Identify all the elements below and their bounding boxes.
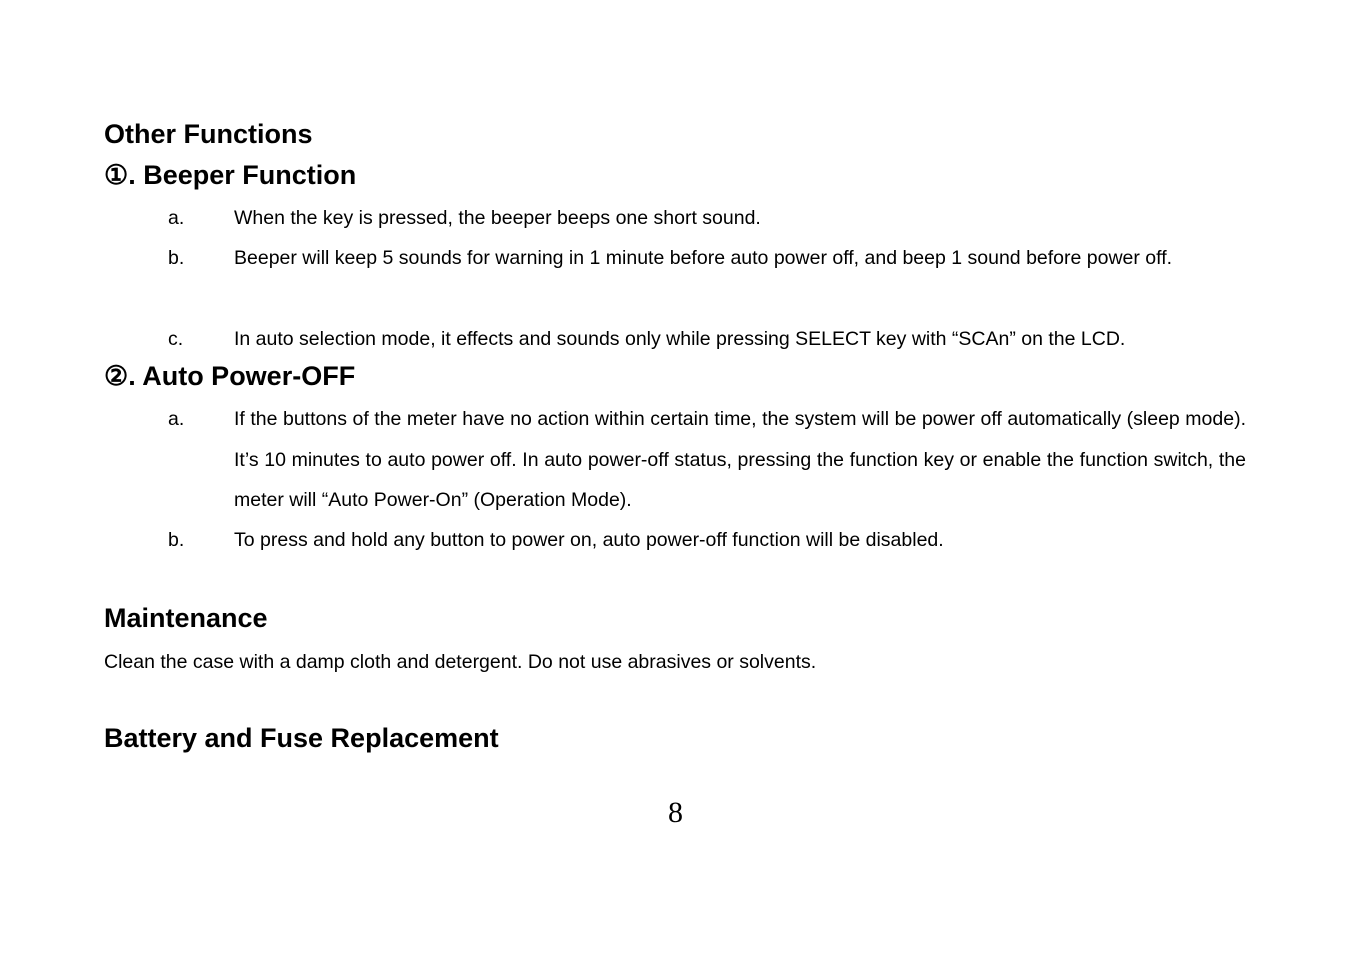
section-title-battery-fuse: Battery and Fuse Replacement — [104, 723, 499, 753]
list-marker: b. — [168, 529, 185, 551]
list-item — [168, 399, 1246, 521]
list-item-text: In auto selection mode, it effects and sounds only while pressing SELECT key with “SCAn” on the LCD. — [234, 328, 1126, 350]
list-item — [168, 319, 1246, 360]
list-marker: b. — [168, 247, 185, 269]
list-marker: a. — [168, 408, 185, 430]
list-item-text: To press and hold any button to power on, auto power-off function will be disabled. — [234, 529, 944, 551]
list-item-text: When the key is pressed, the beeper beeps one short sound. — [234, 207, 761, 229]
list-marker: a. — [168, 207, 185, 229]
section-title-other-functions: Other Functions — [104, 119, 313, 149]
list-item-text: If the buttons of the meter have no action within certain time, the system will be power off automatically (sleep mode). It’s 10 minutes to auto power off. In auto power-off status, pressing the function key or enable the function switch, the meter will “Auto Power-On” (Operation Mode). — [234, 408, 1246, 511]
list-item — [168, 198, 1246, 239]
page-number: 8 — [668, 796, 683, 829]
maintenance-body: Clean the case with a damp cloth and detergent. Do not use abrasives or solvents. — [104, 651, 817, 673]
list-item — [168, 520, 1246, 561]
subsection-heading-auto-power-off: ②. Auto Power-OFF — [104, 361, 356, 391]
list-item — [168, 238, 1246, 279]
subsection-heading-beeper-function: ①. Beeper Function — [104, 160, 357, 190]
list-marker: c. — [168, 328, 184, 350]
section-title-maintenance: Maintenance — [104, 603, 268, 633]
list-item-text: Beeper will keep 5 sounds for warning in 1 minute before auto power off, and beep 1 sound before power off. — [234, 247, 1173, 269]
